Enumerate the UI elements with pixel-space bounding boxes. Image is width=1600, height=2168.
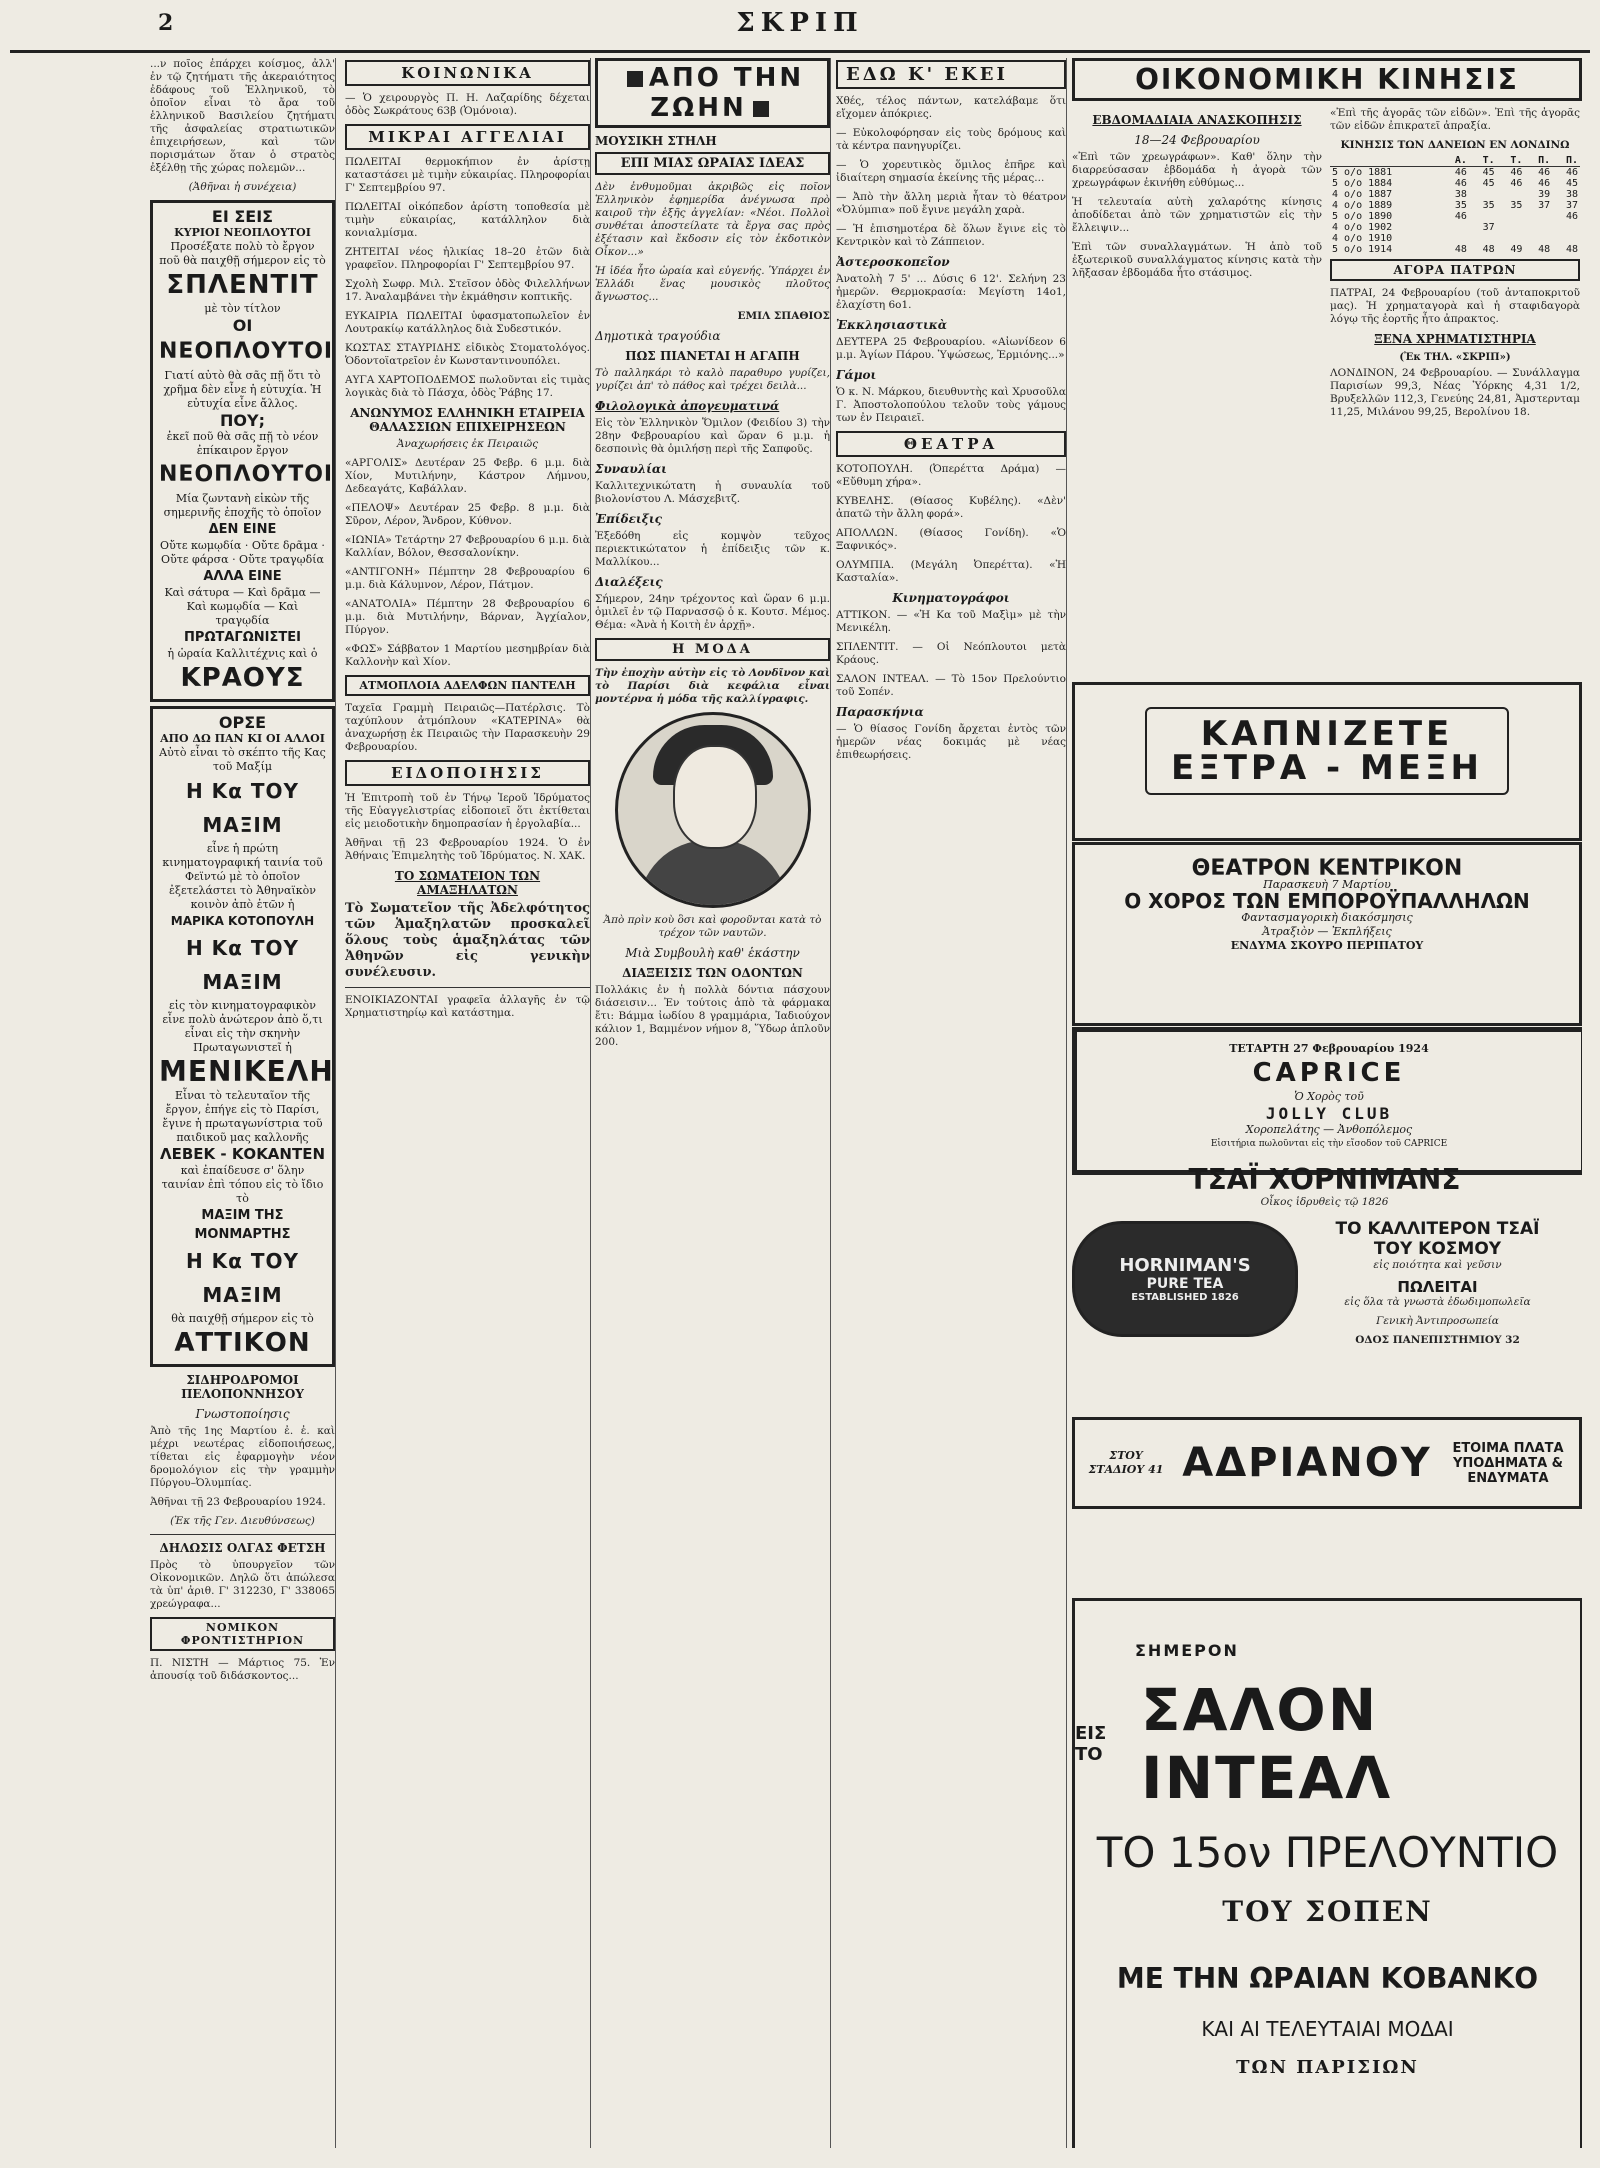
- ad-line: ΕΙΣ ΤΟ: [1075, 1723, 1107, 1765]
- ad-line: ΠΩΛΕΙΤΑΙ: [1397, 1278, 1478, 1296]
- table-cell: [1469, 233, 1497, 244]
- ad-brand: ΑΔΡΙΑΝΟΥ: [1182, 1440, 1432, 1486]
- section-head-economy: ΟΙΚΟΝΟΜΙΚΗ ΚΙΝΗΣΙΣ: [1072, 58, 1582, 101]
- ad-line: Παρασκευὴ 7 Μαρτίου: [1263, 878, 1391, 891]
- ad-brand: ΕΞΤΡΑ - ΜΕΞΗ: [1171, 748, 1483, 788]
- coachmen-head: ΤΟ ΣΩΜΑΤΕΙΟΝ ΤΩΝ ΑΜΑΞΗΛΑΤΩΝ: [394, 869, 541, 897]
- article-text: — Ἀπὸ τὴν ἄλλη μεριὰ ἦταν τὸ θέατρον «Ὀλύμπια» ποῦ ἔγινε μεγάλη χαρὰ.: [836, 191, 1066, 216]
- economy-text: «Ἐπὶ τῆς ἀγορᾶς τῶν εἰδῶν». Ἐπὶ τῆς ἀγορᾶς τῶν εἰδῶν ἐπικρατεῖ ἀπραξία.: [1330, 107, 1580, 132]
- shipping-item: «ΠΕΛΟΨ» Δευτέραν 25 Φεβρ. 8 μ.μ. διὰ Σῦρον, Λέρον, Ἄνδρον, Κύθνον.: [345, 502, 590, 527]
- foreign-exchange-sub: (Ἐκ ΤΗΛ. «ΣΚΡΙΠ»): [1399, 352, 1511, 363]
- table-row: [1330, 244, 1580, 255]
- ad-line: Πρωταγωνιστεῖ ἡ: [193, 1041, 292, 1054]
- rail-notice-sign: (Ἐκ τῆς Γεν. Διευθύνσεως): [170, 1515, 315, 1527]
- table-cell: 46: [1510, 167, 1523, 178]
- loans-table: [1330, 155, 1580, 255]
- law-head: ΝΟΜΙΚΟΝ ΦΡΟΝΤΙΣΤΗΡΙΟΝ: [150, 1617, 335, 1651]
- ad-address: ΣΤΟΥ ΣΤΑΔΙΟΥ 41: [1088, 1449, 1164, 1476]
- table-cell: 4 ο/ο 1902: [1332, 222, 1393, 233]
- category-label: ΜΟΥΣΙΚΗ ΣΤΗΛΗ: [595, 134, 717, 148]
- table-cell: 45: [1482, 167, 1495, 178]
- table-cell: [1524, 233, 1552, 244]
- article-text: — Εὐκολοφόρησαν εἰς τοὺς δρόμους καὶ τὰ κέντρα πανηγυρίζει.: [836, 127, 1066, 152]
- table-cell: 46: [1538, 167, 1551, 178]
- shipping-item: «ΑΡΓΟΛΙΣ» Δευτέραν 25 Φεβρ. 6 μ.μ. διὰ Χίον, Μυτιλήνην, Κάστρον Λήμνου, Δεδεαγάτς, Καβάλλαν.: [345, 457, 590, 495]
- section-head-classifieds: ΜΙΚΡΑΙ ΑΓΓΕΛΙΑΙ: [345, 124, 590, 150]
- fashion-caption: Ἀπὸ πρὶν κοὺ ὃσι καὶ φοροῦνται κατὰ τὸ τρέχον τῶν ναυτῶν.: [603, 914, 822, 939]
- ad-line: εἰς ὅλα τὰ γνωστὰ ἐδωδιμοπωλεῖα: [1344, 1296, 1531, 1308]
- shipping-item: «ΙΩΝΙΑ» Τετάρτην 27 Φεβρουαρίου 6 μ.μ. διὰ Καλλίαν, Βόλον, Θεσσαλονίκην.: [345, 534, 590, 559]
- table-cell: 5 ο/ο 1884: [1332, 178, 1393, 189]
- table-cell: 37: [1565, 200, 1578, 211]
- ad-venue: ΣΑΛΟΝ ΙΝΤΕΑΛ: [1141, 1676, 1393, 1812]
- ad-line: θὰ παιχθῇ σήμερον εἰς τὸ: [171, 1312, 314, 1325]
- table-cell: 45: [1482, 178, 1495, 189]
- classified-item: Σχολὴ Σωφρ. Μιλ. Στεῖσον ὁδὸς Φιλελλήνων 17. Ἀναλαμβάνει τὴν ἐκμάθησιν κοπτικῆς.: [345, 278, 590, 303]
- ad-line: ΕΙ ΣΕΙΣ: [211, 207, 274, 226]
- ad-line: ΣΗΜΕΡΟΝ: [1135, 1641, 1239, 1660]
- shipping-company-head: ΑΝΩΝΥΜΟΣ ΕΛΛΗΝΙΚΗ ΕΤΑΙΡΕΙΑ ΘΑΛΑΣΣΙΩΝ ΕΠΙΧΕΙΡΗΣΕΩΝ: [350, 406, 585, 434]
- law-text: Π. ΝΙΣΤΗ — Μάρτιος 75. Ἐν ἀπουσίᾳ τοῦ διδάσκοντος...: [150, 1657, 335, 1682]
- article-sign: (Ἀθῆναι ἡ συνέχεια): [188, 181, 297, 193]
- ad-film-title: Η Κα ΤΟΥ ΜΑΞΙΜ: [185, 936, 300, 994]
- table-cell: 5 ο/ο 1914: [1332, 244, 1393, 255]
- steamship-head: ΑΤΜΟΠΛΟΙΑ ΑΔΕΛΦΩΝ ΠΑΝΤΕΛΗ: [345, 675, 590, 696]
- ad-line: ΤΕΤΑΡΤΗ 27 Φεβρουαρίου 1924: [1229, 1042, 1429, 1055]
- subsection-head: Γάμοι: [836, 368, 877, 382]
- table-cell: 46: [1454, 167, 1467, 178]
- table-cell: 48: [1565, 244, 1578, 255]
- rent-text: ΕΝΟΙΚΙΑΖΟΝΤΑΙ γραφεῖα ἀλλαγῆς ἐν τῷ Χρηματιστηρίῳ καὶ κατάστημα.: [345, 994, 590, 1019]
- ad-line: εἰς ποιότητα καὶ γεῦσιν: [1373, 1259, 1502, 1271]
- table-row: [1330, 211, 1580, 222]
- ad-salon-venue: [1075, 1676, 1580, 1812]
- subsection-head: Φιλολογικὰ ἀπογευματινά: [595, 399, 780, 413]
- package-text: PURE TEA: [1146, 1276, 1224, 1292]
- table-cell: 37: [1538, 200, 1551, 211]
- economy-text: Ἡ τελευταία αὐτὴ χαλαρότης κίνησις ἀποδίδεται ἀπὸ τῶν χρηματιστῶν εἰς τὴν ἔλλειψιν...: [1072, 196, 1322, 234]
- article-text: — Ἡ ἐπισημοτέρα δὲ ὅλων ἔγινε εἰς τὸ Κεντρικὸν καὶ τὸ Ζάππειον.: [836, 223, 1066, 248]
- table-row: [1330, 200, 1580, 211]
- table-row: [1330, 233, 1580, 244]
- cinemas-head: Κινηματογράφοι: [892, 591, 1010, 605]
- economy-text: «Ἐπὶ τῶν χρεωγράφων». Καθ' ὅλην τὴν διαρρεύσασαν ἑβδομάδα ἡ ἀγορὰ τῶν χρεωγράφων ἐκινήθη εὐθύμως...: [1072, 151, 1322, 189]
- ad-line: Γενικὴ Ἀντιπροσωπεία: [1376, 1315, 1499, 1327]
- ad-salon-ideal: [1072, 1598, 1582, 2148]
- ad-tea-body: [1072, 1215, 1577, 1353]
- subsection-head: Ἐκκλησιαστικὰ: [836, 318, 947, 332]
- ad-line: Γιατί αὐτὸ θὰ σᾶς πῇ ὅτι τὸ χρῆμα δὲν εἶνε ἡ εὐτυχία. Ἡ εὐτυχία εἶνε ἄλλος.: [163, 369, 322, 410]
- fashion-illustration-image: [615, 712, 811, 908]
- table-cell: 48: [1454, 244, 1467, 255]
- classified-item: ΖΗΤΕΙΤΑΙ νέος ἡλικίας 18–20 ἐτῶν διὰ γραφεῖον. Πληροφορίαι Γ' Σεπτεμβρίου 97.: [345, 246, 590, 271]
- package-text: HORNIMAN'S: [1119, 1255, 1251, 1276]
- theatre-listing: ΚΟΤΟΠΟΥΛΗ. (Ὀπερέττα Δράμα) — «Εὔθυμη χήρα».: [836, 463, 1066, 488]
- ad-film-title: ΝΕΟΠΛΟΥΤΟΙ: [159, 462, 334, 487]
- article-text: — Ὁ χορευτικὸς ὅμιλος ἐπῆρε καὶ ἰδιαίτερη σημασία ἐκείνης τῆς μέρας...: [836, 159, 1066, 184]
- table-cell: 35: [1454, 200, 1467, 211]
- ad-line: ΜΑΡΙΚΑ ΚΟΤΟΠΟΥΛΗ: [170, 914, 315, 928]
- section-head-social: ΚΟΙΝΩΝΙΚΑ: [345, 60, 590, 86]
- table-cell: 46: [1510, 178, 1523, 189]
- subsection-text: Ἀνατολὴ 7 5' ... Δύσις 6 12'. Σελήνη 23 ἡμερῶν. Θερμοκρασία: Μεγίστη 14ο1, ἐλαχίστη 6ο1.: [836, 273, 1066, 311]
- table-header-cell: Π.: [1524, 155, 1552, 167]
- table-cell: 48: [1482, 244, 1495, 255]
- ad-extra-mexi: [1072, 682, 1582, 841]
- ad-line: ΠΟΥ;: [220, 411, 265, 430]
- table-row: [1330, 178, 1580, 189]
- ad-event-title: ΤΟ 15ον ΠΡΕΛΟΥΝΤΙΟ: [1096, 1828, 1559, 1877]
- ad-caprice: [1072, 1027, 1582, 1175]
- lost-notice-head: ΔΗΛΩΣΙΣ ΟΛΓΑΣ ΦΕΤΣΗ: [159, 1541, 326, 1555]
- subsection-head: Δημοτικὰ τραγούδια: [595, 329, 721, 343]
- ad-line: ἐκεῖ ποῦ θὰ σᾶς πῇ τὸ νέον ἐπίκαιρον ἔργον: [166, 430, 319, 457]
- classified-item: ΠΩΛΕΙΤΑΙ θερμοκήπιον ἐν ἀρίστῃ καταστάσει μὲ τιμὴν εὐκαιρίας. Πληροφορίαι Γ' Σεπτεμβρίου 97.: [345, 156, 590, 194]
- ad-line: ΛΕΒΕΚ - ΚΟΚΑΝΤΕΝ: [159, 1145, 326, 1163]
- table-cell: 38: [1454, 189, 1467, 200]
- notice-date: Ἀθῆναι τῇ 23 Φεβρουαρίου 1924. Ὁ ἐν Ἀθήναις Ἐπιμελητὴς τοῦ Ἱδρύματος. Ν. ΧΑΚ.: [345, 837, 590, 862]
- shipping-item: «ΑΝΤΙΓΟΝΗ» Πέμπτην 28 Φεβρουαρίου 6 μ.μ. διὰ Κάλυμνον, Λέρον, Πάτμον.: [345, 566, 590, 591]
- table-row: [1330, 189, 1580, 200]
- ad-line: ΕΤΟΙΜΑ ΠΛΑΤΑ: [1452, 1440, 1564, 1456]
- article-text: Δὲν ἐνθυμοῦμαι ἀκριβῶς εἰς ποῖον Ἑλληνικὸν ἐφημερίδα ἀνέγνωσα πρὸ καιροῦ τὴν ἑξῆς ἀγγελίαν: «Νέοι. Πολλοὶ συνθέται ἀποστείλατε τὰ ἔργα σας πρὸς ἐξέτασιν καὶ ἔκδοσιν εἰς τὸν ἐκδοτικὸν Οἶκον...»: [595, 181, 830, 258]
- coachmen-text: Τὸ Σωματεῖον τῆς Ἀδελφότητος τῶν Ἁμαξηλατῶν προσκαλεῖ ὅλους τοὺς ἁμαξηλάτας τῶν Ἀθηνῶν εἰς γενικὴν συνέλευσιν.: [345, 901, 590, 980]
- table-cell: 5 ο/ο 1881: [1332, 167, 1393, 178]
- subsection-head: Ἀστεροσκοπεῖον: [836, 255, 950, 269]
- patras-market-head: ΑΓΟΡΑ ΠΑΤΡΩΝ: [1330, 259, 1580, 281]
- ad-adrianou-shoes: [1072, 1417, 1582, 1509]
- economy-text: Ἐπὶ τῶν συναλλαγμάτων. Ἡ ἀπὸ τοῦ ἐξωτερικοῦ συναλλάγματος κίνησις κατὰ τὴν λῆξασαν ἑβδομάδα ἦτο στάσιμος.: [1072, 241, 1322, 279]
- table-cell: [1524, 211, 1552, 222]
- ad-line: μὲ τὸν τίτλον: [204, 302, 281, 315]
- table-cell: 46: [1538, 178, 1551, 189]
- table-row: [1330, 222, 1580, 233]
- rail-notice-sub: Γνωστοποίησις: [195, 1407, 290, 1421]
- ad-film-title: Η Κα ΤΟΥ ΜΑΞΙΜ: [185, 779, 300, 837]
- ad-line: Ὁ Χορὸς τοῦ: [1294, 1090, 1364, 1103]
- rail-notice-date: Ἀθῆναι τῇ 23 Φεβρουαρίου 1924.: [150, 1496, 326, 1508]
- cinema-listing: ΣΠΛΕΝΤΙΤ. — Οἱ Νεόπλουτοι μετὰ Κράους.: [836, 641, 1066, 666]
- table-cell: 48: [1538, 244, 1551, 255]
- table-cell: [1469, 189, 1497, 200]
- ad-club-name: JOLLY CLUB: [1265, 1104, 1393, 1123]
- table-cell: [1441, 222, 1469, 233]
- ad-theatre-kentrikon: [1072, 842, 1582, 1026]
- section-title: ΑΠΟ ΤΗΝ ΖΩΗΝ: [648, 63, 805, 123]
- weekly-review-head: ΕΒΔΟΜΑΔΙΑΙΑ ΑΝΑΣΚΟΠΗΣΙΣ: [1092, 113, 1302, 127]
- table-cell: 4 ο/ο 1889: [1332, 200, 1393, 211]
- ad-line: ΤΟΥ ΣΟΠΕΝ: [1222, 1895, 1433, 1928]
- table-cell: 5 ο/ο 1890: [1332, 211, 1393, 222]
- shipping-item: «ΑΝΑΤΟΛΙΑ» Πέμπτην 28 Φεβρουαρίου 6 μ.μ. διὰ Μυτιλήνην, Βάρναν, Ἀγχίαλον, Πύργον.: [345, 598, 590, 636]
- theatre-listing: ΑΠΟΛΛΩΝ. (Θίασος Γονίδη). «Ὁ Ξαφνικός».: [836, 527, 1066, 552]
- advice-text: Πολλάκις ἐν ἡ πολλὰ δόντια πάσχουν διάσεισιν... Ἐν τούτοις ἀπὸ τὰ φάρμακα ἔτι: Βάμμα ἰωδίου 8 γραμμάρια, Ἰαδιούχον κάλιον 1, Βαμμένον νήμον 8, Ὕδωρ ἁπλοῦν 200.: [595, 984, 830, 1048]
- table-cell: 39: [1538, 189, 1551, 200]
- ad-address: ΟΔΟΣ ΠΑΝΕΠΙΣΤΗΜΙΟΥ 32: [1355, 1334, 1520, 1346]
- table-cell: 46: [1454, 211, 1467, 222]
- ad-tea-copy: [1298, 1215, 1577, 1353]
- subsection-head: Ἐπίδειξις: [595, 512, 662, 526]
- ad-line: ΕΝΔΥΜΑ ΣΚΟΥΡΟ ΠΕΡΙΠΑΤΟΥ: [1230, 939, 1424, 952]
- subsection-head: Συναυλίαι: [595, 462, 667, 476]
- advice-title: ΔΙΑΞΕΙΣΙΣ ΤΩΝ ΟΔΟΝΤΩΝ: [622, 966, 803, 980]
- ad-line: ΕΝΔΥΜΑΤΑ: [1467, 1470, 1549, 1486]
- ad-line: ΘΕΑΤΡΟΝ ΚΕΝΤΡΙΚΟΝ: [1191, 856, 1463, 881]
- table-cell: 46: [1565, 211, 1578, 222]
- ad-line: εἰς τὸν κινηματογραφικὸν εἶνε πολὺ ἀνώτερον ἀπὸ ὅ,τι εἶναι εἰς τὴν σκηνὴν: [162, 999, 323, 1040]
- social-text: — Ὁ χειρουργὸς Π. Η. Λαζαρίδης δέχεται ὁδὸς Σωκράτους 63β (Ὁμόνοια).: [345, 92, 590, 117]
- weekly-review-dates: 18—24 Φεβρουαρίου: [1134, 133, 1260, 147]
- ad-line: ΤΟΥ ΚΟΣΜΟΥ: [1373, 1239, 1502, 1259]
- table-header-cell: Τ.: [1497, 155, 1525, 167]
- table-row: [1330, 167, 1580, 179]
- rail-notice-head: ΣΙΔΗΡΟΔΡΟΜΟΙ ΠΕΛΟΠΟΝΝΗΣΟΥ: [181, 1373, 304, 1401]
- ad-line: ΚΑΙ ΑΙ ΤΕΛΕΥΤΑΙΑΙ ΜΟΔΑΙ: [1201, 2017, 1454, 2041]
- ad-line: Καὶ σάτυρα — Καὶ δρᾶμα — Καὶ κωμῳδία — Καὶ τραγῳδία: [164, 586, 321, 627]
- cinema-listing: ΣΑΛΟΝ ΙΝΤΕΑΛ. — Τὸ 15ον Πρελούντιο τοῦ Σοπέν.: [836, 673, 1066, 698]
- article-text: Χθές, τέλος πάντων, κατελάβαμε ὅτι εἴχομεν ἀπόκριες.: [836, 95, 1066, 120]
- poem-text: Τὸ παλληκάρι τὸ καλὸ παραθυρο γυρίζει, γυρίζει ἀπ' τὸ πάθος καὶ τρέχει δειλὰ...: [595, 367, 830, 392]
- loans-table-title: ΚΙΝΗΣΙΣ ΤΩΝ ΔΑΝΕΙΩΝ ΕΝ ΛΟΝΔΙΝΩ: [1340, 139, 1570, 151]
- fashion-head: Η ΜΟΔΑ: [595, 638, 830, 661]
- economy-left: [1072, 107, 1322, 425]
- steamship-text: Ταχεῖα Γραμμὴ Πειραιῶς—Πατέρλσις. Τὸ ταχύπλουν ἀτμόπλουν «ΚΑΤΕΡΙΝΑ» θὰ ἀναχωρήσῃ ἐκ Πειραιῶς τὴν Παρασκευὴν 29 Φεβρουαρίου.: [345, 702, 590, 753]
- foreign-exchange-head: ΞΕΝΑ ΧΡΗΜΑΤΙΣΤΗΡΙΑ: [1374, 332, 1536, 346]
- subsection-text: Εἰς τὸν Ἑλληνικὸν Ὅμιλον (Φειδίου 3) τὴν 28ην Φεβρουαρίου καὶ ὥραν 6 μ.μ. ἡ δεσποινὶς θὰ ὁμιλήσῃ περὶ τῆς Σαπφοῦς.: [595, 417, 830, 455]
- table-cell: [1497, 233, 1525, 244]
- square-ornament-icon: [753, 101, 769, 117]
- table-header-cell: Α.: [1441, 155, 1469, 167]
- ad-line: ΚΑΠΝΙΖΕΤΕ: [1200, 714, 1454, 754]
- fashion-text: Τὴν ἐποχὴν αὐτὴν εἰς τὸ Λονδῖνον καὶ τὸ Παρίσι διὰ κεφάλια εἶναι μοντέρνα ἡ μόδα τῆς καλλίγραφις.: [595, 667, 830, 705]
- ad-line: Εἶναι τὸ τελευταῖον τῆς ἔργον, ἐπήγε εἰς τὸ Παρίσι, ἔγινε ἡ πρωταγωνίστρια τοῦ παιδικοῦ μας καλλονῆς: [162, 1089, 323, 1144]
- theatre-listing: ΚΥΒΕΛΗΣ. (Θίασος Κυβέλης). «Δὲν' ἀπατῶ τὴν ἄλλη φορά».: [836, 495, 1066, 520]
- classified-item: ΠΩΛΕΙΤΑΙ οἰκόπεδον ἀρίστη τοποθεσία μὲ τιμὴν εὐκαιρίας, κατάλληλον διὰ κονιαλμίσμα.: [345, 201, 590, 239]
- notice-text: Ἡ Ἐπιτροπὴ τοῦ ἐν Τήνῳ Ἱεροῦ Ἱδρύματος τῆς Εὐαγγελιστρίας εἰδοποιεῖ ὅτι ἐκτίθεται εἰς μειοδοτικὴν δημοπρασίαν ἡ ἐργολαβία...: [345, 792, 590, 830]
- ad-line: ΤΩΝ ΠΑΡΙΣΙΩΝ: [1236, 2057, 1419, 2078]
- ad-line: Μία ζωντανὴ εἰκὼν τῆς σημερινῆς ἐποχῆς τὸ ὁποῖον: [163, 492, 322, 519]
- ad-actor-name: ΚΡΑΟΥΣ: [180, 663, 305, 693]
- notice-head: ΕΙΔΟΠΟΙΗΣΙΣ: [345, 760, 590, 786]
- ad-line: Οἶκος ἱδρυθεὶς τῷ 1826: [1260, 1196, 1389, 1208]
- ad-shoes-copy: [1443, 1441, 1573, 1486]
- ad-cinema-name: ΑΤΤΙΚΟΝ: [174, 1328, 311, 1358]
- lost-notice-text: Πρὸς τὸ ὑπουργεῖον τῶν Οἰκονομικῶν. Δηλῶ ὅτι ἀπώλεσα τὰ ὑπ' ἀριθ. Γ' 312230, Γ' 338065 χρεώγραφα...: [150, 1559, 335, 1610]
- ad-line: ΜΕ ΤΗΝ ΩΡΑΙΑΝ ΚΟΒΑΝΚΟ: [1116, 1962, 1539, 1995]
- table-header-cell: Π.: [1552, 155, 1580, 167]
- table-cell: 45: [1565, 178, 1578, 189]
- table-cell: [1441, 233, 1469, 244]
- article-author: ΕΜΙΛ ΣΠΑΘΙΟΣ: [737, 310, 830, 322]
- ad-line: Ἀτραξιὸν — Ἐκπλήξεις: [1262, 925, 1392, 938]
- column-3: [595, 58, 831, 2148]
- subsection-head: Διαλέξεις: [595, 575, 663, 589]
- section-head-here-there: ΕΔΩ Κ' ΕΚΕΙ: [836, 60, 1066, 89]
- ad-line: Οὔτε κωμῳδία · Οὔτε δρᾶμα · Οὔτε φάρσα · Οὔτε τραγῳδία: [160, 539, 325, 566]
- table-cell: [1552, 233, 1580, 244]
- shipping-item: «ΦΩΣ» Σάββατον 1 Μαρτίου μεσημβρίαν διὰ Καλλονὴν καὶ Χίον.: [345, 643, 590, 668]
- column-2: [345, 58, 591, 2148]
- subsection-text: Σήμερον, 24ην τρέχοντος καὶ ὥραν 6 μ.μ. ὁμιλεῖ ἐν τῷ Παρνασσῷ ὁ κ. Κουτσ. Μέμος. Θέμα: «Ἀνὰ ἡ Κοιτὴ ἐν ἀρχῇ».: [595, 593, 830, 631]
- article-text: ...ν ποῖος ἐπάρχει κοίσμος, ἀλλ' ἐν τῷ ζητήματι τῆς ἀκεραιότητος ἐδάφους τοῦ Ἑλληνικοῦ, τὸ ὁποῖον εἶναι τὸ ἄρα τοῦ ἑλληνικοῦ Βασιλείου ζητήματι τῆς ἀσφαλείας στρατιωτικῶν ἐπιχειρήσεων, καὶ τῶν πορισμάτων ὅταν ὁ στρατὸς ἐξέλθῃ τῆς χώρας πολεμῶν...: [150, 58, 335, 174]
- column-5: [1072, 58, 1582, 2148]
- foreign-exchange-text: ΛΟΝΔΙΝΟΝ, 24 Φεβρουαρίου. — Συνάλλαγμα Παρισίων 99,3, Νέας Ὑόρκης 4,31 1/2, Βρυξελλῶν 112,3, Γενεύης 24,81, Ἀμστερνταμ 11,25, Μιλάνου 99,25, Βερολίνου 18.: [1330, 367, 1580, 418]
- ad-line: ΟΡΣΕ: [218, 713, 267, 732]
- rail-notice-text: Ἀπὸ τῆς 1ης Μαρτίου ἐ. ἐ. καὶ μέχρι νεωτέρας εἰδοποιήσεως, τίθεται εἰς ἐφαρμογὴν νέον δρομολόγιον εἰς τὴν γραμμὴν Πύργου–Ὀλυμπίας.: [150, 1425, 335, 1489]
- ad-line: ΠΡΩΤΑΓΩΝΙΣΤΕΙ: [184, 630, 301, 645]
- column-1: [150, 58, 336, 2148]
- ad-line: Φαντασμαγορικὴ διακόσμησις: [1241, 911, 1413, 924]
- ad-line: Προσέξατε πολὺ τὸ ἔργον ποῦ θὰ παιχθῇ σήμερον εἰς τὸ: [159, 240, 326, 267]
- table-cell: 37: [1482, 222, 1495, 233]
- table-cell: 4 ο/ο 1910: [1332, 233, 1393, 244]
- ad-line: Αὐτὸ εἶναι τὸ σκέπτο τῆς Κας τοῦ Μαξίμ: [159, 746, 326, 773]
- table-cell: 4 ο/ο 1887: [1332, 189, 1393, 200]
- ad-line: ΑΠΟ ΔΩ ΠΑΝ ΚΙ ΟΙ ΑΛΛΟΙ: [160, 732, 325, 745]
- table-cell: 35: [1510, 200, 1523, 211]
- masthead: [10, 8, 1590, 53]
- economy-right: [1330, 107, 1580, 425]
- ad-line: ΥΠΟΔΗΜΑΤΑ &: [1452, 1455, 1564, 1471]
- newspaper-page: [10, 8, 1590, 2158]
- subsection-head: Παρασκήνια: [836, 705, 924, 719]
- ad-line: ΤΟ ΚΑΛΛΙΤΕΡΟΝ ΤΣΑΪ: [1335, 1219, 1540, 1239]
- subsection-text: Ἐξεδόθη εἰς κομψὸν τεῦχος περιεκτικώτατον ἡ ἐπίδειξις τῶν κ. Μαλλίκου...: [595, 530, 830, 568]
- ad-line: ΚΥΡΙΟΙ ΝΕΟΠΛΟΥΤΟΙ: [174, 226, 311, 239]
- subsection-text: — Ὁ θίασος Γονίδη ἄρχεται ἐντὸς τῶν ἡμερῶν νέας δοκιμάς μὲ νέας ἐπιθεωρήσεις.: [836, 723, 1066, 761]
- table-header-cell: [1330, 155, 1441, 167]
- table-cell: [1497, 211, 1525, 222]
- ad-line: ΔΕΝ ΕΙΝΕ: [208, 522, 277, 537]
- ad-line: Χοροπελάτης — Ἀνθοπόλεμος: [1245, 1123, 1413, 1136]
- ad-venue: CAPRICE: [1252, 1058, 1406, 1088]
- poem-title: ΠΩΣ ΠΙΑΝΕΤΑΙ Η ΑΓΑΠΗ: [625, 349, 800, 363]
- table-cell: 49: [1510, 244, 1523, 255]
- ad-line: ἡ ὡραία Καλλιτέχνις καὶ ὁ: [167, 647, 318, 660]
- table-cell: [1552, 222, 1580, 233]
- ad-splendid-cinema: [150, 200, 335, 702]
- article-text: Ἡ ἰδέα ἦτο ὡραία καὶ εὐγενής. Ὑπάρχει ἐν Ἑλλάδι ἕνας μουσικὸς πλοῦτος ἄγνωστος...: [595, 265, 830, 303]
- table-header-cell: Τ.: [1469, 155, 1497, 167]
- theatres-head: ΘΕΑΤΡΑ: [836, 431, 1066, 457]
- table-cell: 38: [1565, 189, 1578, 200]
- subsection-text: Καλλιτεχνικώτατη ἡ συναυλία τοῦ βιολονίστου Λ. Μάσχεβιτζ.: [595, 480, 830, 505]
- ad-line: εἶνε ἡ πρώτη κινηματογραφική ταινία τοῦ Φεϊντώ μὲ τὸ ὁποῖον ἐξετελάστει τὸ Ἀθηναϊκὸν κοινὸν ἀπὸ ἐτῶν ἡ: [162, 842, 323, 911]
- cinema-listing: ΑΤΤΙΚΟΝ. — «Ἡ Κα τοῦ Μαξὶμ» μὲ τὴν Μενικέλη.: [836, 609, 1066, 634]
- table-cell: [1524, 222, 1552, 233]
- table-cell: [1469, 211, 1497, 222]
- classified-item: ΑΥΓΑ ΧΑΡΤΟΠΟΔΕΜΟΣ πωλοῦνται εἰς τιμὰς λογικὰς διὰ τὸ Πάσχα, ὁδὸς Ῥάβης 17.: [345, 374, 590, 399]
- ad-event-title: Ο ΧΟΡΟΣ ΤΩΝ ΕΜΠΟΡΟΫΠΑΛΛΗΛΩΝ: [1124, 889, 1530, 913]
- table-cell: 35: [1482, 200, 1495, 211]
- ad-film-title: ΝΕΟΠΛΟΥΤΟΙ: [159, 339, 334, 364]
- table-cell: [1497, 189, 1525, 200]
- ad-frame: [1145, 707, 1509, 795]
- economy-body: [1072, 107, 1582, 425]
- newspaper-title: ΣΚΡΙΠ: [736, 8, 864, 38]
- shipping-sub: Ἀναχωρήσεις ἐκ Πειραιῶς: [396, 438, 539, 450]
- tea-package-image: [1072, 1221, 1298, 1337]
- ad-horniman-tea: [1072, 1163, 1577, 1403]
- ad-cinema-name: ΣΠΛΕΝΤΙΤ: [166, 270, 319, 300]
- ad-line: ΑΛΛΑ ΕΙΝΕ: [203, 569, 282, 584]
- subsection-text: ΔΕΥΤΕΡΑ 25 Φεβρουαρίου. «Αἰωνίδεον 6 μ.μ. Ἀγίων Πάρου. Ὑψώσεως, Ἐρμιόνης...»: [836, 336, 1066, 361]
- square-ornament-icon: [627, 71, 643, 87]
- classified-item: ΚΩΣΤΑΣ ΣΤΑΥΡΙΔΗΣ εἰδικὸς Στοματολόγος. Ὁδοντοϊατρεῖον ἐν Κωνσταντινουπόλει.: [345, 342, 590, 367]
- article-title: ΕΠΙ ΜΙΑΣ ΩΡΑΙΑΣ ΙΔΕΑΣ: [595, 152, 830, 175]
- advice-head: Μιὰ Συμβουλὴ καθ' ἑκάστην: [625, 946, 800, 960]
- column-4: [836, 58, 1067, 2148]
- ad-actress-name: ΜΕΝΙΚΕΛΗ: [159, 1055, 334, 1088]
- table-cell: 46: [1454, 178, 1467, 189]
- ad-brand: ΤΣΑΪ ΧΟΡΝΙΜΑΝΣ: [1188, 1163, 1461, 1196]
- theatre-listing: ΟΛΥΜΠΙΑ. (Μεγάλη Ὀπερέττα). «Ἡ Κασταλία».: [836, 559, 1066, 584]
- table-cell: [1497, 222, 1525, 233]
- ad-attikon-cinema: [150, 706, 335, 1367]
- ad-line: Εἰσιτήρια πωλοῦνται εἰς τὴν εἴσοδον τοῦ CAPRICE: [1210, 1139, 1448, 1149]
- table-cell: 46: [1565, 167, 1578, 178]
- ad-line: ΜΑΞΙΜ ΤΗΣ ΜΟΝΜΑΡΤΗΣ: [194, 1208, 291, 1242]
- page-number: 2: [158, 10, 174, 36]
- classified-item: ΕΥΚΑΙΡΙΑ ΠΩΛΕΙΤΑΙ ὑφασματοπωλεῖον ἐν Λουτρακίῳ κατάλληλος διὰ Συδεστικόν.: [345, 310, 590, 335]
- ad-film-title: Η Κα ΤΟΥ ΜΑΞΙΜ: [185, 1249, 300, 1307]
- patras-market-text: ΠΑΤΡΑΙ, 24 Φεβρουαρίου (τοῦ ἀνταποκριτοῦ μας). Ἡ χρηματαγορὰ καὶ ἡ σταφιδαγορὰ λόγῳ τῆς ἑορτῆς ἦτο ἀπρακτος.: [1330, 287, 1580, 325]
- package-text: ESTABLISHED 1826: [1131, 1292, 1239, 1303]
- ad-line: ΟΙ: [232, 316, 253, 335]
- subsection-text: Ὁ κ. Ν. Μάρκου, διευθυντὴς καὶ Χρυσοῦλα Γ. Ἀποστολοπούλου τελοῦν τοὺς γάμους των ἐν Πειραιεῖ.: [836, 386, 1066, 424]
- section-head-life: [595, 58, 830, 128]
- ad-line: καὶ ἐπαίδευσε σ' ὅλην ταινίαν ἐπὶ τόπου εἰς τὸ ἴδιο τὸ: [161, 1164, 324, 1205]
